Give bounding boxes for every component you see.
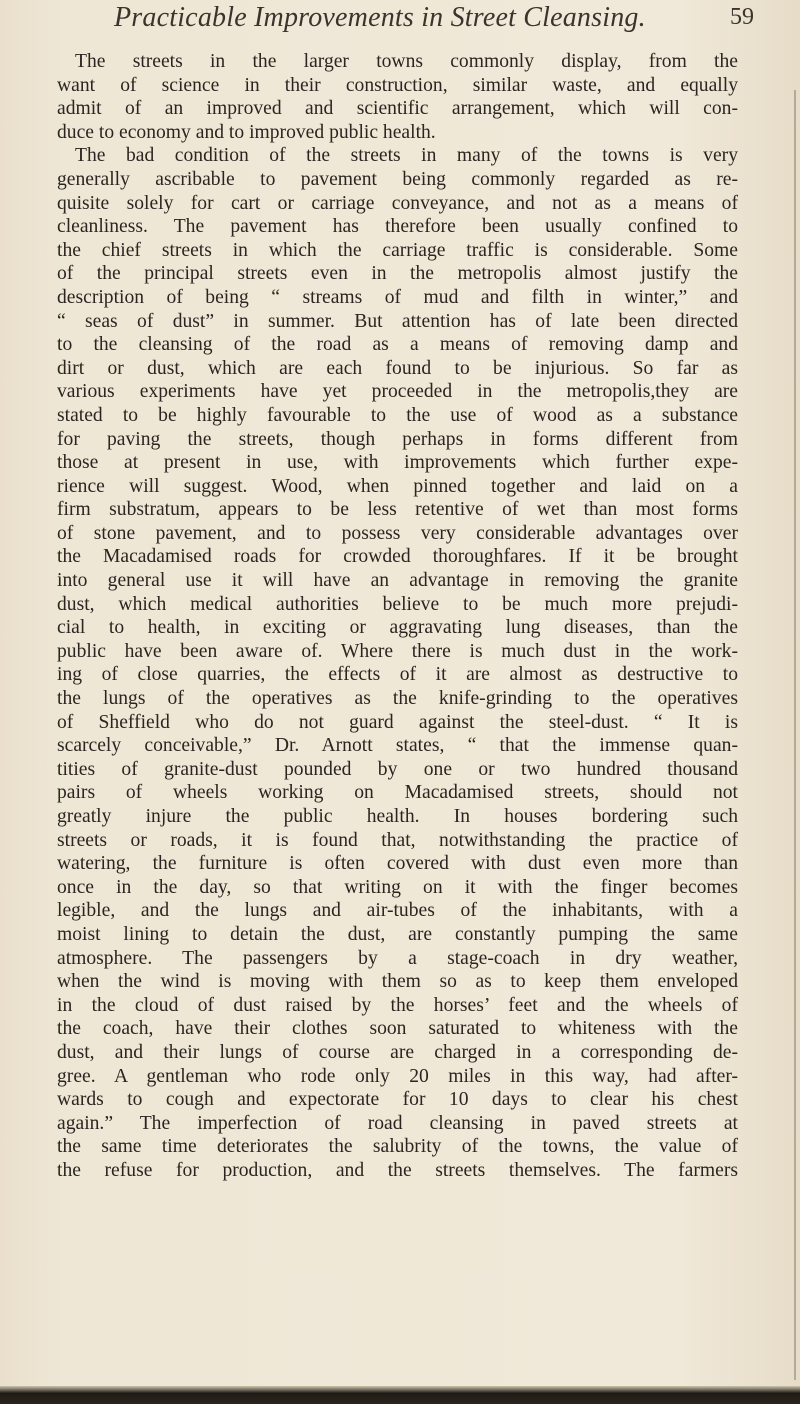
text-line: cleanliness. The pavement has therefore been usually confined to [57, 216, 738, 238]
text-line: admit of an improved and scientific arrangement, which will con- [57, 98, 738, 120]
text-line: cial to health, in exciting or aggravating lung diseases, than the [57, 617, 738, 639]
page-bottom-edge [0, 1386, 800, 1404]
body-text [57, 50, 738, 1183]
text-line: the coach, have their clothes soon saturated to whiteness with the [57, 1018, 738, 1040]
text-line: the chief streets in which the carriage traffic is considerable. Some [57, 239, 738, 261]
text-line: once in the day, so that writing on it with the finger becomes [57, 876, 738, 898]
text-line: when the wind is moving with them so as to keep them enveloped [57, 971, 738, 993]
text-line: of Sheffield who do not guard against the steel-dust. “ It is [57, 711, 738, 733]
text-line: gree. A gentleman who rode only 20 miles in this way, had after- [57, 1065, 738, 1087]
text-line: rience will suggest. Wood, when pinned together and laid on a [57, 475, 738, 497]
page-header [60, 2, 770, 42]
text-line: for paving the streets, though perhaps in forms different from [57, 428, 738, 450]
text-line: streets or roads, it is found that, notwithstanding the practice of [57, 829, 738, 851]
text-line: firm substratum, appears to be less retentive of wet than most forms [57, 499, 738, 521]
text-line: duce to economy and to improved public health. [57, 121, 436, 143]
text-line: of stone pavement, and to possess very considerable advantages over [57, 522, 738, 544]
text-line: description of being “ streams of mud and filth in winter,” and [57, 286, 738, 308]
text-line: greatly injure the public health. In houses bordering such [57, 806, 738, 827]
text-line: of the principal streets even in the metropolis almost justify the [57, 263, 738, 285]
text-line: scarcely conceivable,” Dr. Arnott states, “ that the immense quan- [57, 735, 738, 757]
text-line: dust, which medical authorities believe to be much more prejudi- [57, 593, 738, 615]
text-line: The streets in the larger towns commonly display, from the [75, 51, 738, 72]
text-line: into general use it will have an advantage in removing the granite [57, 570, 738, 592]
text-line: again.” The imperfection of road cleansing in paved streets at [57, 1112, 738, 1134]
text-line: the refuse for production, and the streets themselves. The farmers [57, 1159, 738, 1181]
text-line: moist lining to detain the dust, are constantly pumping the same [57, 923, 738, 945]
text-line: The bad condition of the streets in many of the towns is very [75, 145, 738, 167]
text-line: pairs of wheels working on Macadamised streets, should not [57, 782, 738, 804]
text-line: to the cleansing of the road as a means of removing damp and [57, 334, 738, 356]
text-line: those at present in use, with improvements which further expe- [57, 452, 738, 474]
text-line: stated to be highly favourable to the use of wood as a substance [57, 404, 738, 426]
text-line: dust, and their lungs of course are charged in a corresponding de- [57, 1041, 738, 1063]
text-line: atmosphere. The passengers by a stage-coach in dry weather, [57, 947, 738, 969]
text-line: generally ascribable to pavement being commonly regarded as re- [57, 168, 738, 190]
text-line: “ seas of dust” in summer. But attention has of late been directed [57, 310, 738, 332]
text-line: the lungs of the operatives as the knife-grinding to the operatives [57, 688, 738, 710]
text-line: various experiments have yet proceeded in the metropolis,they are [57, 381, 738, 403]
text-line: legible, and the lungs and air-tubes of the inhabitants, with a [57, 900, 738, 922]
page-number: 59 [730, 4, 754, 30]
text-line: in the cloud of dust raised by the horses’ feet and the wheels of [57, 994, 738, 1016]
running-title: Practicable Improvements in Street Cleansing. [114, 2, 646, 33]
text-line: tities of granite-dust pounded by one or two hundred thousand [57, 758, 738, 780]
text-line: the same time deteriorates the salubrity of the towns, the value of [57, 1136, 738, 1158]
text-line: want of science in their construction, similar waste, and equally [57, 74, 738, 96]
text-line: wards to cough and expectorate for 10 days to clear his chest [57, 1089, 738, 1111]
text-line: quisite solely for cart or carriage conveyance, and not as a means of [57, 192, 738, 214]
text-line: public have been aware of. Where there is much dust in the work- [57, 640, 738, 662]
text-line: the Macadamised roads for crowded thoroughfares. If it be brought [57, 546, 738, 568]
text-line: dirt or dust, which are each found to be injurious. So far as [57, 357, 738, 379]
text-line: watering, the furniture is often covered with dust even more than [57, 853, 738, 875]
page-edge-shadow [794, 90, 796, 1380]
text-line: ing of close quarries, the effects of it are almost as destructive to [57, 664, 738, 686]
